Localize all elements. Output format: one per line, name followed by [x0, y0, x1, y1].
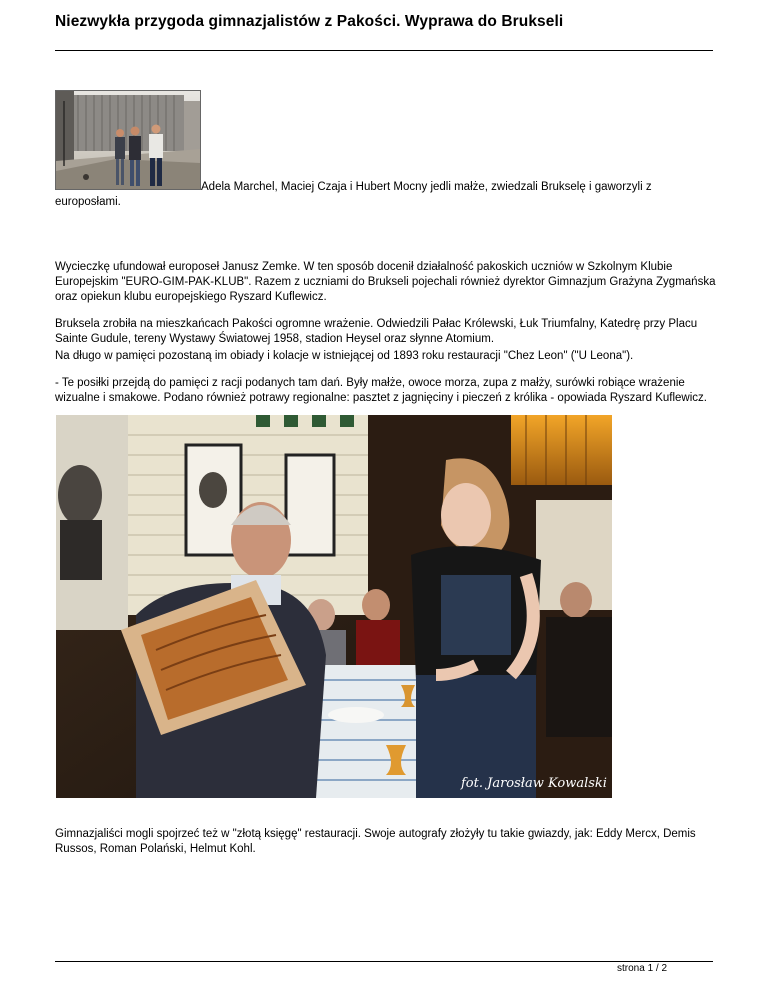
header-divider [55, 50, 713, 51]
restaurant-photo [56, 415, 612, 798]
footer-divider [55, 961, 713, 962]
photo1-caption-continued: europosłami. [55, 196, 121, 208]
page-title: Niezwykła przygoda gimnazjalistów z Pakości. Wyprawa do Brukseli [55, 13, 564, 30]
photo-watermark: fot. Jarosław Kowalski [461, 776, 607, 791]
article-paragraph: Na długo w pamięci pozostaną im obiady i kolacje w istniejącej od 1893 roku restauracji "Chez Leon" ("U Leona"). [55, 350, 634, 362]
photo1-caption: Adela Marchel, Maciej Czaja i Hubert Mocny jedli małże, zwiedzali Brukselę i gaworzyli z [201, 181, 652, 193]
article-paragraph: Wycieczkę ufundował europoseł Janusz Zemke. W ten sposób docenił działalność pakoskich uczniów w Szkolnym Klubie Europejskim "EURO-GIM-PAK-KLUB". Razem z uczniami do Brukseli pojechali również dyrektor Gimnazjum Grażyna Zygmańska oraz opiekun klubu europejskiego Ryszard Kuflewicz. [55, 261, 716, 303]
brussels-group-photo [55, 90, 201, 190]
article-paragraph: - Te posiłki przejdą do pamięci z racji podanych tam dań. Były małże, owoce morza, zupa z małży, surówki robiące wrażenie wizualne i smakowe. Podano również potrawy regionalne: pasztet z jagnięciny i pieczeń z królika - opowiada Ryszard Kuflewicz. [55, 377, 707, 404]
article-paragraph: Bruksela zrobiła na mieszkańcach Pakości ogromne wrażenie. Odwiedzili Pałac Królewski, Łuk Triumfalny, Katedrę przy Placu Sainte Gudule, tereny Wystawy Światowej 1958, stadion Heysel oraz słynne Atomium. [55, 318, 698, 345]
article-paragraph: Gimnazjaliści mogli spojrzeć też w "złotą księgę" restauracji. Swoje autografy złożyły tu takie gwiazdy, jak: Eddy Mercx, Demis Russos, Roman Polański, Helmut Kohl. [55, 828, 696, 855]
page-number: strona 1 / 2 [617, 963, 668, 974]
